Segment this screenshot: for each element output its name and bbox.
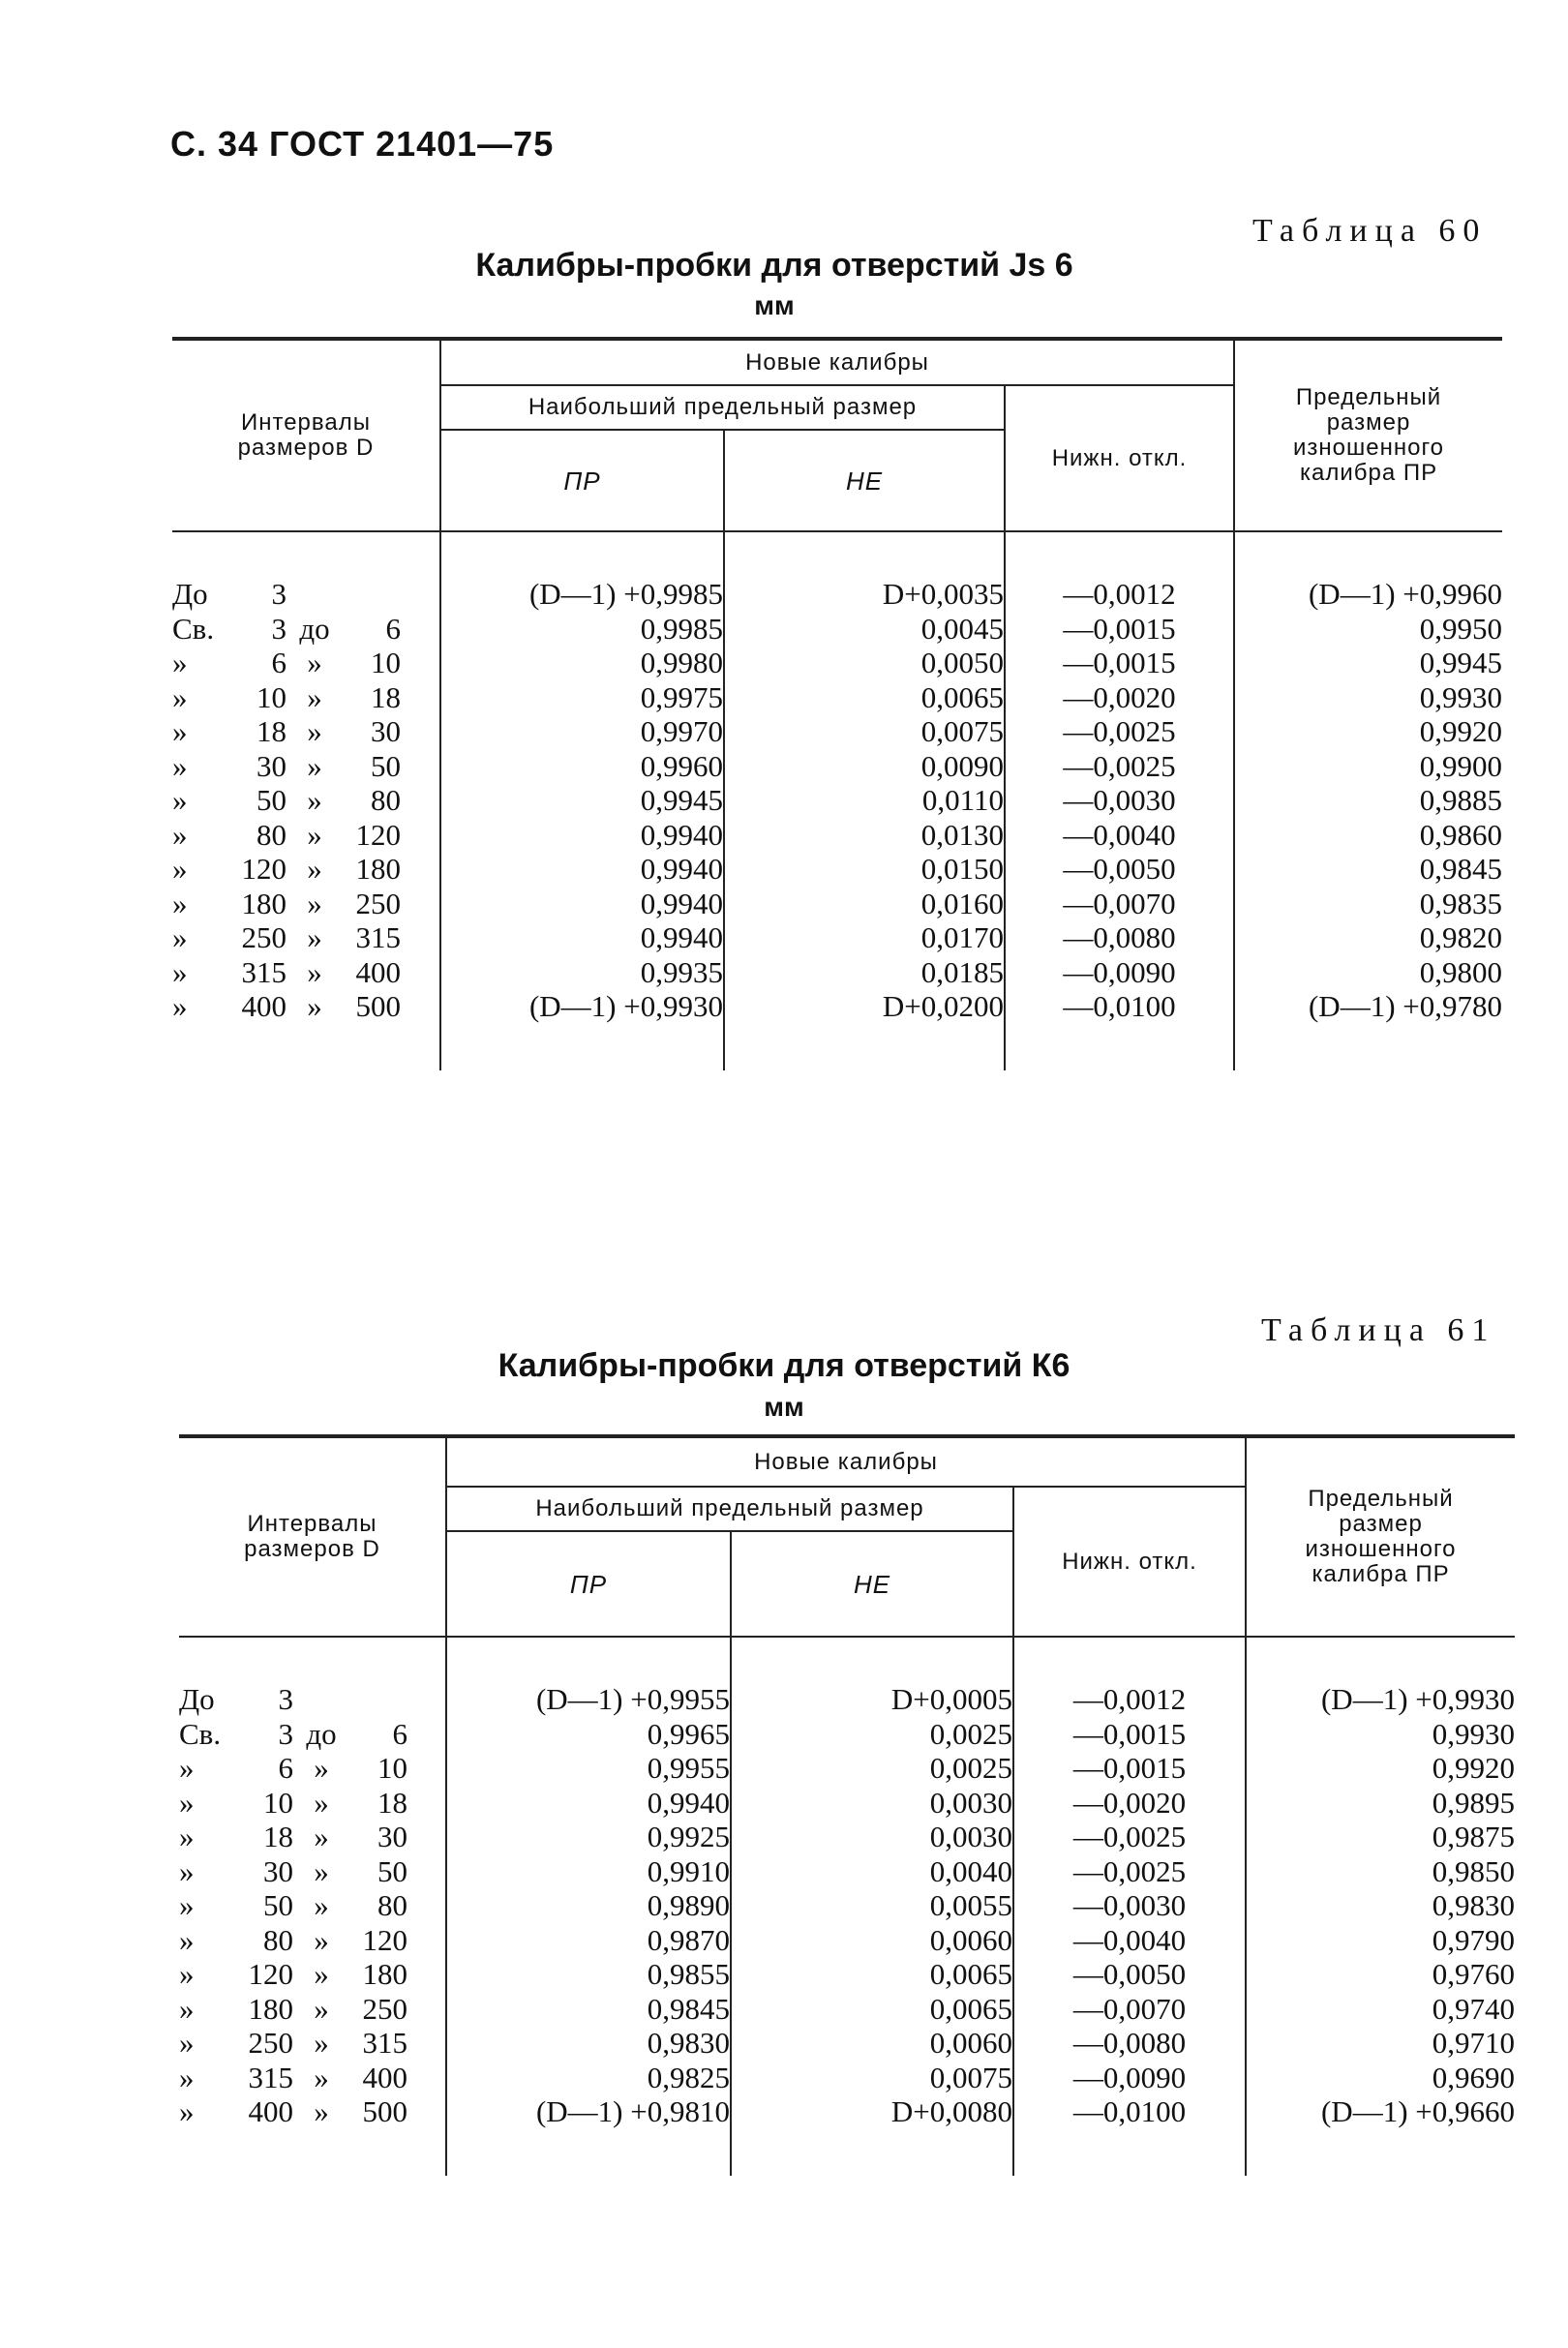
wear-limit-cell: (D—1) +0,9660 — [1246, 2094, 1515, 2129]
pr-cell: 0,9935 — [440, 955, 724, 990]
table-row — [172, 714, 1502, 749]
wear-limit-cell: 0,9845 — [1234, 852, 1502, 887]
interval-from: 18 — [263, 1820, 293, 1853]
lower-dev-cell: —0,0070 — [1013, 1992, 1246, 2027]
table-unit: мм — [764, 1392, 804, 1422]
interval-prefix: » — [179, 1888, 195, 1922]
wear-limit-cell: 0,9820 — [1234, 920, 1502, 955]
interval-word: » — [314, 2060, 329, 2094]
table-row — [172, 783, 1502, 818]
interval-prefix: » — [179, 1853, 195, 1888]
table-row — [172, 989, 1502, 1024]
ne-cell: 0,0075 — [724, 714, 1005, 749]
pr-cell: 0,9940 — [446, 1786, 731, 1821]
interval-prefix: До — [172, 577, 208, 611]
interval-from: 3 — [278, 1716, 293, 1751]
lower-dev-cell: —0,0100 — [1005, 989, 1234, 1024]
table-title: Калибры-пробки для отверстий Js 6 — [475, 247, 1073, 284]
interval-prefix: » — [172, 920, 188, 954]
interval-to: 30 — [371, 714, 401, 748]
interval-from: 180 — [248, 1991, 293, 2026]
interval-to: 10 — [377, 1751, 407, 1785]
interval-prefix: » — [179, 1751, 195, 1785]
interval-word: » — [307, 817, 322, 852]
interval-from: 3 — [271, 611, 286, 646]
interval-cell — [172, 989, 440, 1024]
interval-word: » — [314, 1922, 329, 1957]
lower-dev-cell: —0,0090 — [1005, 955, 1234, 990]
ne-cell: 0,0160 — [724, 887, 1005, 921]
lower-dev-cell: —0,0070 — [1005, 887, 1234, 921]
wear-limit-cell: 0,9930 — [1234, 680, 1502, 715]
wear-limit-cell: 0,9850 — [1246, 1854, 1515, 1889]
interval-word: » — [314, 1785, 329, 1820]
wear-limit-cell: (D—1) +0,9930 — [1246, 1682, 1515, 1717]
interval-word: » — [314, 1853, 329, 1888]
interval-prefix: » — [179, 2060, 195, 2094]
interval-cell — [179, 1786, 446, 1821]
pr-cell: 0,9945 — [440, 783, 724, 818]
col-header-max-size: Наибольший предельный размер — [440, 385, 1005, 430]
pr-cell: 0,9910 — [446, 1854, 731, 1889]
interval-from: 10 — [256, 679, 286, 714]
table-row — [172, 646, 1502, 680]
pr-cell: 0,9890 — [446, 1888, 731, 1923]
lower-dev-cell: —0,0015 — [1005, 612, 1234, 647]
table-row — [179, 1957, 1515, 1992]
interval-prefix: Св. — [172, 611, 215, 646]
interval-word: до — [306, 1716, 337, 1751]
pr-cell: 0,9845 — [446, 1992, 731, 2027]
interval-to: 180 — [355, 852, 401, 886]
table-61-body — [179, 1637, 1515, 2176]
interval-prefix: » — [172, 714, 188, 748]
interval-cell — [179, 2026, 446, 2061]
interval-cell — [172, 612, 440, 647]
ne-cell: 0,0060 — [731, 1923, 1013, 1958]
ne-cell: 0,0055 — [731, 1888, 1013, 1923]
ne-cell: 0,0065 — [731, 1957, 1013, 1992]
interval-to: 500 — [355, 989, 401, 1023]
interval-from: 18 — [256, 714, 286, 748]
col-header-wear-limit: Предельный размер изношенного калибра ПР — [1246, 1436, 1515, 1636]
ne-cell: 0,0025 — [731, 1751, 1013, 1786]
interval-from: 3 — [271, 577, 286, 611]
wear-limit-cell: 0,9900 — [1234, 749, 1502, 784]
wear-limit-cell: 0,9760 — [1246, 1957, 1515, 1992]
interval-prefix: » — [172, 954, 188, 989]
ne-cell: 0,0050 — [724, 646, 1005, 680]
interval-word: » — [307, 852, 322, 886]
ne-cell: 0,0150 — [724, 852, 1005, 887]
pr-cell: 0,9925 — [446, 1820, 731, 1854]
interval-to: 6 — [385, 611, 401, 646]
pr-cell: 0,9980 — [440, 646, 724, 680]
table-row — [179, 1820, 1515, 1854]
pr-cell: 0,9870 — [446, 1923, 731, 1958]
col-header-pr: ПР — [440, 430, 724, 530]
interval-to: 400 — [362, 2060, 407, 2094]
interval-word: » — [307, 920, 322, 954]
pr-cell: (D—1) +0,9810 — [446, 2094, 731, 2129]
interval-prefix: Св. — [179, 1716, 222, 1751]
ne-cell: 0,0030 — [731, 1820, 1013, 1854]
wear-limit-cell: 0,9920 — [1246, 1751, 1515, 1786]
interval-to: 10 — [371, 646, 401, 679]
table-row — [179, 1992, 1515, 2027]
wear-limit-cell: 0,9835 — [1234, 887, 1502, 921]
interval-to: 250 — [362, 1991, 407, 2026]
pr-cell: 0,9985 — [440, 612, 724, 647]
interval-to: 120 — [355, 817, 401, 852]
table-row — [179, 1786, 1515, 1821]
lower-dev-cell: —0,0080 — [1005, 920, 1234, 955]
lower-dev-cell: —0,0015 — [1013, 1751, 1246, 1786]
table-number: Таблица 61 — [1261, 1312, 1496, 1348]
interval-from: 6 — [278, 1751, 293, 1785]
lower-dev-cell: —0,0015 — [1013, 1717, 1246, 1752]
interval-word: » — [307, 714, 322, 748]
interval-to: 315 — [355, 920, 401, 954]
interval-prefix: » — [179, 2094, 195, 2128]
col-header-ne: НЕ — [731, 1531, 1013, 1636]
lower-dev-cell: —0,0025 — [1013, 1820, 1246, 1854]
interval-from: 50 — [263, 1888, 293, 1922]
table-row — [172, 749, 1502, 784]
interval-word: » — [307, 886, 322, 920]
interval-from: 180 — [241, 886, 286, 920]
ne-cell: D+0,0200 — [724, 989, 1005, 1024]
ne-cell: 0,0075 — [731, 2061, 1013, 2095]
interval-cell — [179, 2094, 446, 2129]
wear-limit-cell: 0,9895 — [1246, 1786, 1515, 1821]
col-header-intervals: Интервалы размеров D — [172, 339, 440, 530]
pr-cell: 0,9830 — [446, 2026, 731, 2061]
interval-to: 315 — [362, 2026, 407, 2060]
interval-from: 50 — [256, 783, 286, 817]
interval-word: » — [314, 1991, 329, 2026]
interval-cell — [179, 1820, 446, 1854]
lower-dev-cell: —0,0015 — [1005, 646, 1234, 680]
interval-prefix: » — [172, 646, 188, 679]
wear-limit-cell: 0,9710 — [1246, 2026, 1515, 2061]
interval-from: 80 — [263, 1922, 293, 1957]
table-row — [172, 887, 1502, 921]
interval-cell — [179, 1992, 446, 2027]
ne-cell: 0,0025 — [731, 1717, 1013, 1752]
interval-prefix: До — [179, 1682, 215, 1716]
interval-word: » — [307, 679, 322, 714]
wear-limit-cell: 0,9945 — [1234, 646, 1502, 680]
lower-dev-cell: —0,0050 — [1005, 852, 1234, 887]
interval-cell — [172, 920, 440, 955]
interval-prefix: » — [179, 1922, 195, 1957]
pr-cell: 0,9940 — [440, 920, 724, 955]
lower-dev-cell: —0,0025 — [1013, 1854, 1246, 1889]
col-header-new-gauges: Новые калибры — [446, 1436, 1246, 1487]
interval-cell — [179, 1682, 446, 1717]
lower-dev-cell: —0,0025 — [1005, 749, 1234, 784]
interval-cell — [172, 887, 440, 921]
ne-cell: 0,0060 — [731, 2026, 1013, 2061]
interval-cell — [172, 577, 440, 612]
table-61 — [179, 1434, 1515, 2176]
lower-dev-cell: —0,0030 — [1005, 783, 1234, 818]
wear-limit-cell: 0,9920 — [1234, 714, 1502, 749]
lower-dev-cell: —0,0040 — [1005, 818, 1234, 853]
pr-cell: (D—1) +0,9930 — [440, 989, 724, 1024]
ne-cell: 0,0110 — [724, 783, 1005, 818]
col-header-ne: НЕ — [724, 430, 1005, 530]
wear-limit-cell: 0,9800 — [1234, 955, 1502, 990]
interval-word: » — [307, 783, 322, 817]
ne-cell: 0,0090 — [724, 749, 1005, 784]
interval-prefix: » — [172, 886, 188, 920]
interval-prefix: » — [179, 1820, 195, 1853]
table-row — [179, 2094, 1515, 2129]
pr-cell: 0,9965 — [446, 1717, 731, 1752]
interval-cell — [172, 955, 440, 990]
pr-cell: 0,9825 — [446, 2061, 731, 2095]
interval-to: 18 — [377, 1785, 407, 1820]
table-row — [172, 852, 1502, 887]
table-60-body — [172, 531, 1502, 1070]
wear-limit-cell: 0,9885 — [1234, 783, 1502, 818]
table-row — [179, 2061, 1515, 2095]
pr-cell: 0,9960 — [440, 749, 724, 784]
interval-from: 120 — [248, 1957, 293, 1991]
interval-word: до — [299, 611, 330, 646]
interval-cell — [179, 2061, 446, 2095]
interval-cell — [172, 749, 440, 784]
interval-prefix: » — [179, 2026, 195, 2060]
table-row — [172, 920, 1502, 955]
interval-word: » — [314, 2026, 329, 2060]
lower-dev-cell: —0,0090 — [1013, 2061, 1246, 2095]
interval-from: 120 — [241, 852, 286, 886]
interval-word: » — [307, 646, 322, 679]
interval-word: » — [307, 954, 322, 989]
col-header-wear-limit: Предельный размер изношенного калибра ПР — [1234, 339, 1502, 530]
table-row — [179, 1717, 1515, 1752]
wear-limit-cell: (D—1) +0,9780 — [1234, 989, 1502, 1024]
interval-from: 10 — [263, 1785, 293, 1820]
ne-cell: D+0,0005 — [731, 1682, 1013, 1717]
interval-to: 50 — [371, 748, 401, 783]
interval-from: 30 — [256, 748, 286, 783]
pr-cell: (D—1) +0,9985 — [440, 577, 724, 612]
table-row — [179, 2026, 1515, 2061]
table-row — [172, 577, 1502, 612]
interval-cell — [179, 1751, 446, 1786]
pr-cell: (D—1) +0,9955 — [446, 1682, 731, 1717]
table-row — [179, 1682, 1515, 1717]
ne-cell: 0,0065 — [731, 1992, 1013, 2027]
interval-cell — [172, 646, 440, 680]
interval-from: 315 — [241, 954, 286, 989]
ne-cell: 0,0185 — [724, 955, 1005, 990]
wear-limit-cell: 0,9875 — [1246, 1820, 1515, 1854]
table-row — [179, 1751, 1515, 1786]
interval-to: 80 — [371, 783, 401, 817]
col-header-new-gauges: Новые калибры — [440, 339, 1234, 385]
col-header-max-size: Наибольший предельный размер — [446, 1487, 1013, 1531]
wear-limit-cell: 0,9740 — [1246, 1992, 1515, 2027]
interval-cell — [172, 783, 440, 818]
pr-cell: 0,9940 — [440, 852, 724, 887]
wear-limit-cell: 0,9790 — [1246, 1923, 1515, 1958]
pr-cell: 0,9940 — [440, 887, 724, 921]
pr-cell: 0,9940 — [440, 818, 724, 853]
ne-cell: 0,0040 — [731, 1854, 1013, 1889]
interval-from: 80 — [256, 817, 286, 852]
lower-dev-cell: —0,0030 — [1013, 1888, 1246, 1923]
lower-dev-cell: —0,0012 — [1005, 577, 1234, 612]
lower-dev-cell: —0,0100 — [1013, 2094, 1246, 2129]
interval-prefix: » — [179, 1957, 195, 1991]
interval-prefix: » — [172, 852, 188, 886]
table-row — [179, 1854, 1515, 1889]
lower-dev-cell: —0,0020 — [1013, 1786, 1246, 1821]
interval-cell — [172, 818, 440, 853]
interval-to: 400 — [355, 954, 401, 989]
col-header-lower-dev: Нижн. откл. — [1013, 1487, 1246, 1636]
interval-word: » — [314, 1751, 329, 1785]
table-row — [172, 612, 1502, 647]
pr-cell: 0,9975 — [440, 680, 724, 715]
interval-word: » — [314, 1957, 329, 1991]
interval-from: 30 — [263, 1853, 293, 1888]
interval-word: » — [307, 989, 322, 1023]
interval-cell — [179, 1923, 446, 1958]
interval-prefix: » — [179, 1991, 195, 2026]
pr-cell: 0,9855 — [446, 1957, 731, 1992]
interval-to: 50 — [377, 1853, 407, 1888]
wear-limit-cell: 0,9930 — [1246, 1717, 1515, 1752]
page-header: С. 34 ГОСТ 21401—75 — [170, 124, 555, 164]
interval-from: 315 — [248, 2060, 293, 2094]
table-row — [172, 818, 1502, 853]
interval-cell — [179, 1854, 446, 1889]
interval-cell — [179, 1957, 446, 1992]
lower-dev-cell: —0,0050 — [1013, 1957, 1246, 1992]
ne-cell: D+0,0080 — [731, 2094, 1013, 2129]
table-row — [172, 955, 1502, 990]
wear-limit-cell: (D—1) +0,9960 — [1234, 577, 1502, 612]
lower-dev-cell: —0,0025 — [1005, 714, 1234, 749]
col-header-lower-dev: Нижн. откл. — [1005, 385, 1234, 530]
wear-limit-cell: 0,9950 — [1234, 612, 1502, 647]
table-row — [179, 1888, 1515, 1923]
ne-cell: 0,0030 — [731, 1786, 1013, 1821]
table-title: Калибры-пробки для отверстий К6 — [498, 1347, 1070, 1384]
ne-cell: 0,0170 — [724, 920, 1005, 955]
interval-cell — [172, 852, 440, 887]
ne-cell: 0,0045 — [724, 612, 1005, 647]
interval-prefix: » — [172, 748, 188, 783]
interval-from: 250 — [241, 920, 286, 954]
interval-word: » — [314, 1888, 329, 1922]
interval-prefix: » — [172, 679, 188, 714]
wear-limit-cell: 0,9690 — [1246, 2061, 1515, 2095]
ne-cell: 0,0065 — [724, 680, 1005, 715]
col-header-pr: ПР — [446, 1531, 731, 1636]
interval-to: 18 — [371, 679, 401, 714]
wear-limit-cell: 0,9830 — [1246, 1888, 1515, 1923]
interval-prefix: » — [172, 817, 188, 852]
interval-from: 400 — [248, 2094, 293, 2128]
interval-to: 80 — [377, 1888, 407, 1922]
table-row — [172, 680, 1502, 715]
wear-limit-cell: 0,9860 — [1234, 818, 1502, 853]
interval-prefix: » — [172, 783, 188, 817]
interval-to: 250 — [355, 886, 401, 920]
interval-to: 500 — [362, 2094, 407, 2128]
table-unit: мм — [754, 290, 795, 320]
col-header-intervals: Интервалы размеров D — [179, 1436, 446, 1636]
lower-dev-cell: —0,0080 — [1013, 2026, 1246, 2061]
interval-to: 30 — [377, 1820, 407, 1853]
interval-from: 250 — [248, 2026, 293, 2060]
lower-dev-cell: —0,0020 — [1005, 680, 1234, 715]
pr-cell: 0,9970 — [440, 714, 724, 749]
lower-dev-cell: —0,0040 — [1013, 1923, 1246, 1958]
interval-cell — [172, 680, 440, 715]
lower-dev-cell: —0,0012 — [1013, 1682, 1246, 1717]
pr-cell: 0,9955 — [446, 1751, 731, 1786]
interval-prefix: » — [172, 989, 188, 1023]
interval-prefix: » — [179, 1785, 195, 1820]
table-number: Таблица 60 — [1252, 213, 1488, 249]
table-60 — [172, 337, 1502, 1070]
table-row — [179, 1923, 1515, 1958]
interval-cell — [179, 1888, 446, 1923]
interval-to: 120 — [362, 1922, 407, 1957]
interval-word: » — [307, 748, 322, 783]
interval-to: 180 — [362, 1957, 407, 1991]
interval-cell — [179, 1717, 446, 1752]
interval-cell — [172, 714, 440, 749]
interval-from: 3 — [278, 1682, 293, 1716]
interval-from: 6 — [271, 646, 286, 679]
interval-word: » — [314, 1820, 329, 1853]
interval-word: » — [314, 2094, 329, 2128]
interval-to: 6 — [392, 1716, 407, 1751]
interval-from: 400 — [241, 989, 286, 1023]
ne-cell: 0,0130 — [724, 818, 1005, 853]
ne-cell: D+0,0035 — [724, 577, 1005, 612]
